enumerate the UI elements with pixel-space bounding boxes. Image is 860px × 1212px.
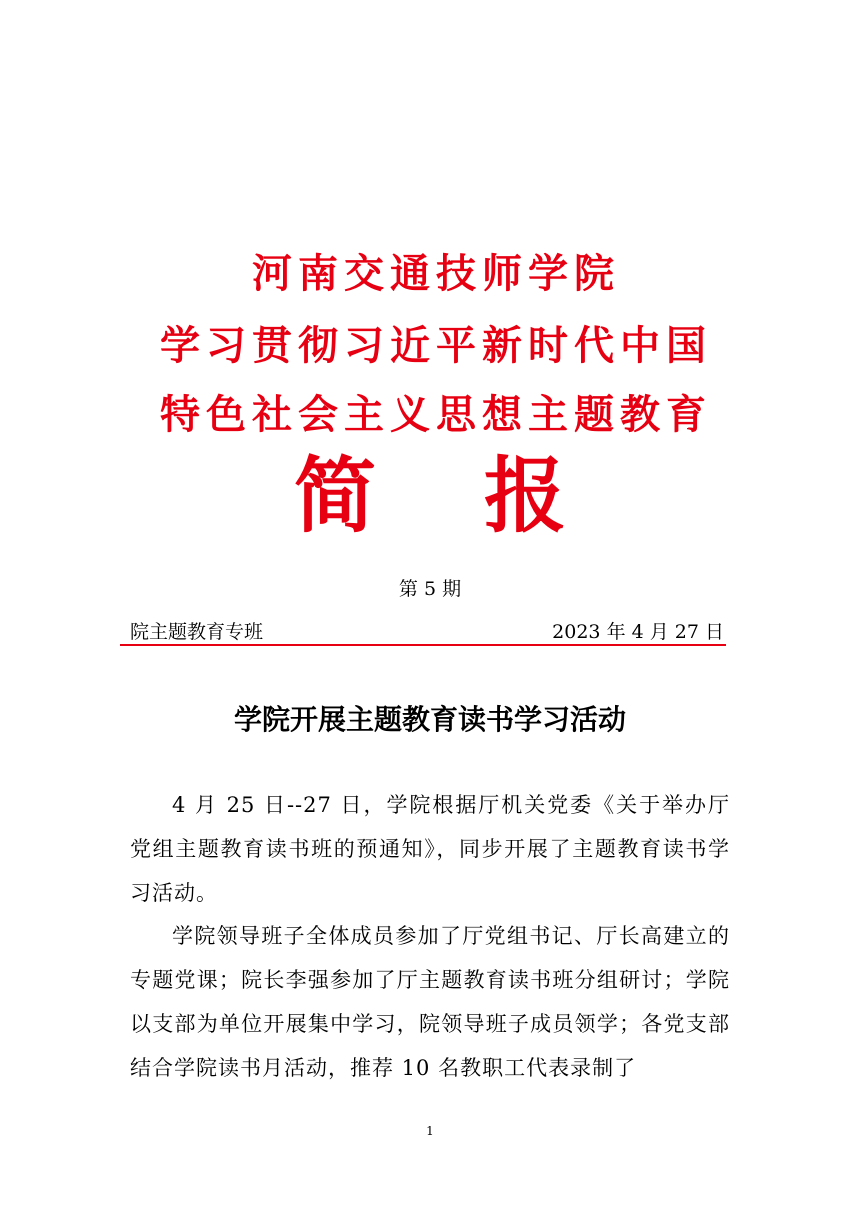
masthead-subtitle-line1: 学习贯彻习近平新时代中国 — [160, 323, 712, 369]
issuing-department: 院主题教育专班 — [130, 621, 264, 643]
page-number: 1 — [426, 1124, 434, 1138]
issuer-info-row — [130, 617, 724, 645]
bulletin-heading — [0, 446, 860, 546]
article-paragraph-2: 学院领导班子全体成员参加了厅党组书记、厅长高建立的专题党课；院长李强参加了厅主题教育读书班分组研讨；学院以支部为单位开展集中学习，院领导班子成员领学；各党支部结合学院读书月活动，推荐 10 名教职工代表录制了 — [130, 924, 730, 1080]
masthead-institution: 河南交通技师学院 — [252, 251, 620, 297]
article-paragraph-1: 4 月 25 日--27 日，学院根据厅机关党委《关于举办厅党组主题教育读书班的预通知》，同步开展了主题教育读书学习活动。 — [130, 793, 730, 905]
masthead-subtitle-line2: 特色社会主义思想主题教育 — [160, 392, 712, 438]
bulletin-heading-char-1: 简 — [293, 448, 376, 544]
issue-number: 第 5 期 — [398, 578, 462, 600]
article-title: 学院开展主题教育读书学习活动 — [233, 703, 626, 736]
red-divider-line — [120, 644, 726, 646]
issue-date: 2023 年 4 月 27 日 — [552, 621, 724, 643]
bulletin-heading-char-2: 报 — [484, 448, 567, 544]
